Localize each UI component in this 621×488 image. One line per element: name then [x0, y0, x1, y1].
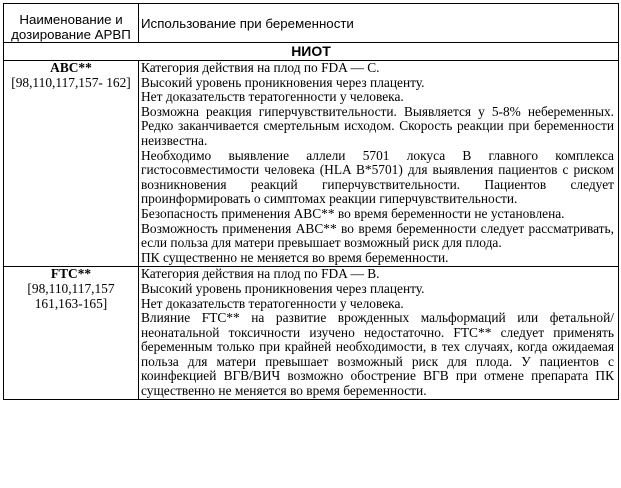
abc-teratogenicity: Нет доказательств тератогенности у человека. [141, 89, 404, 105]
ftc-placenta: Высокий уровень проникновения через плаценту. [141, 280, 425, 296]
ftc-malformation-risk: Влияние FTC** на развитие врожденных мальформаций или фетальной/неонатальной токсичности изучено недостаточно. FTC** следует применять беременным только при крайней необходимости, в тех случаях, когда ожидаемая польза для матери превышает возможный риск для плода. У пациентов с коинфекцией ВГВ/ВИЧ возможно обострение ВГВ при отмене препарата ПК существенно не меняется во время беременности. [141, 310, 614, 399]
abc-pk: ПК существенно не меняется во время беременности. [141, 249, 449, 265]
abc-hypersensitivity: Возможна реакция гиперчувствительности. Выявляется у 5-8% небеременных. Редко заканчивается смертельным исходом. Скорость реакции при беременности неизвестна. [141, 103, 614, 148]
abc-fda-category: Категория действия на плод по FDA — C. [141, 60, 380, 75]
usage-cell-ftc [139, 267, 619, 399]
header-drug-name: Наименование и дозирование АРВП [4, 4, 139, 43]
drug-name-abc: ABC** [50, 60, 92, 75]
table-row-abc [4, 61, 619, 267]
drug-cell-abc [4, 61, 139, 267]
section-title: НИОТ [4, 43, 619, 61]
abc-hla-screening: Необходимо выявление аллели 5701 локуса B главного комплекса гистосовместимости человека (HLA B*5701) для выявления пациентов с риском возникновения реакций гиперчувствительности. Пациентов следует проинформировать о симптомах реакции гиперчувствительности. [141, 147, 614, 207]
drug-references-ftc-line2: 161,163-165] [34, 295, 108, 311]
table-header-row [4, 4, 619, 43]
drug-cell-ftc [4, 267, 139, 399]
abc-use-consideration: Возможность применения ABC** во время беременности следует рассматривать, если польза для матери превышает возможный риск для плода. [141, 220, 614, 251]
drug-name-ftc: FTC** [50, 266, 92, 282]
ftc-fda-category: Категория действия на плод по FDA — B. [141, 266, 380, 282]
arv-pregnancy-table [3, 3, 619, 400]
usage-cell-abc [139, 61, 619, 267]
table-row-ftc [4, 267, 619, 399]
drug-references-ftc-line1: [98,110,117,157 [27, 280, 115, 296]
drug-references-abc: [98,110,117,157- 162] [11, 74, 131, 90]
ftc-teratogenicity: Нет доказательств тератогенности у человека. [141, 295, 404, 311]
abc-safety: Безопасность применения ABC** во время беременности не установлена. [141, 205, 565, 221]
section-row-niot [4, 43, 619, 61]
header-pregnancy-use: Использование при беременности [139, 4, 619, 43]
abc-placenta: Высокий уровень проникновения через плаценту. [141, 74, 425, 90]
